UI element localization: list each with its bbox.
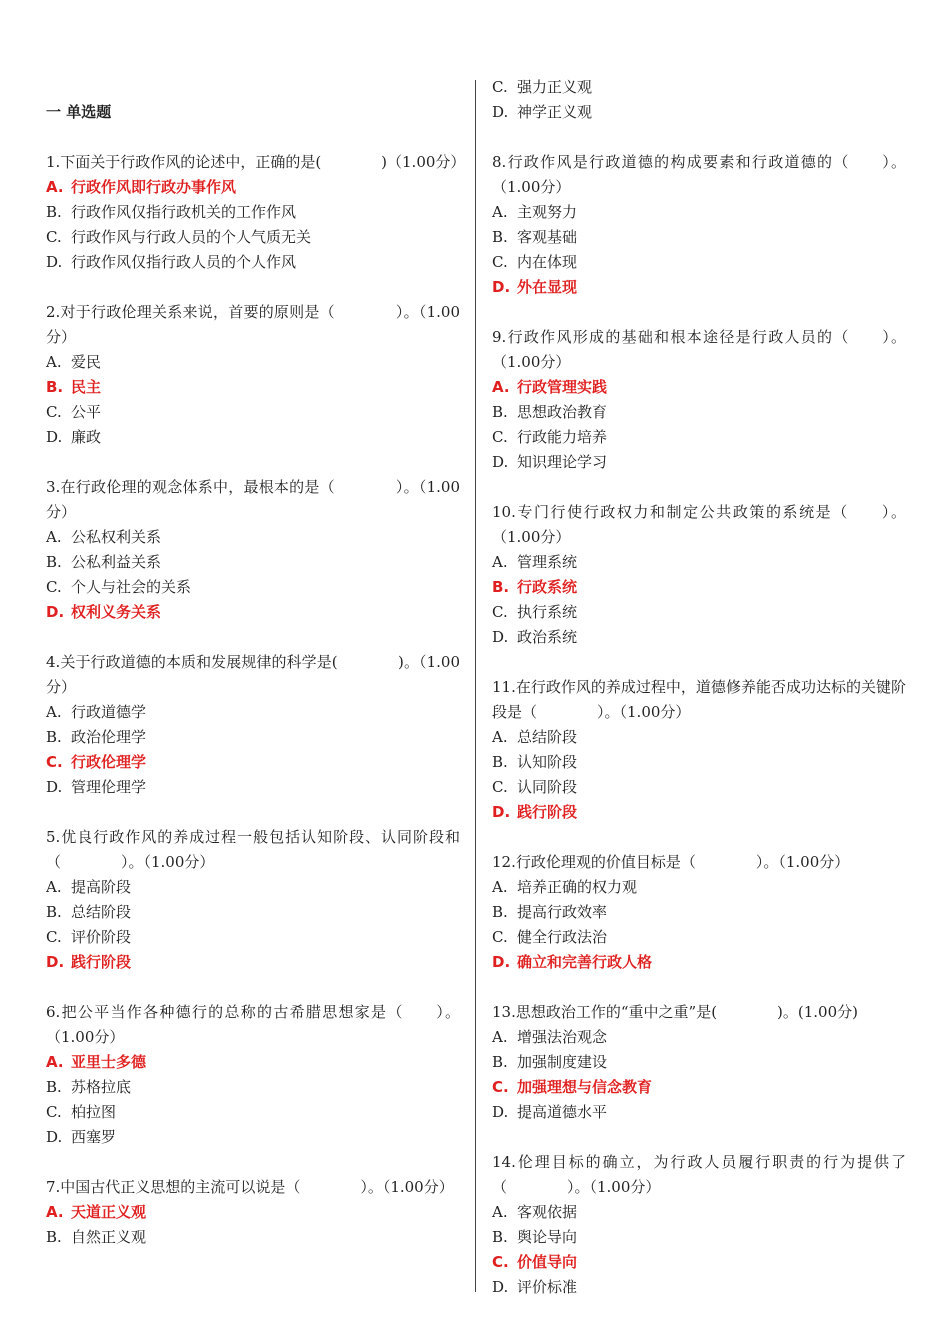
answer-option-correct xyxy=(46,600,460,625)
question-list-left xyxy=(46,150,466,1250)
option-letter: D. xyxy=(46,253,63,271)
question-2 xyxy=(46,300,460,450)
option-text: 提高阶段 xyxy=(71,878,132,896)
option-text: 价值导向 xyxy=(517,1253,578,1271)
option-text: 培养正确的权力观 xyxy=(517,878,638,896)
answer-option xyxy=(492,250,906,275)
option-text: 总结阶段 xyxy=(71,903,132,921)
option-text: 权利义务关系 xyxy=(71,603,162,621)
question-stem: 10.专门行使行政权力和制定公共政策的系统是（ ）。（1.00分） xyxy=(492,503,906,546)
option-text: 执行系统 xyxy=(517,603,578,621)
option-letter: A. xyxy=(46,703,62,721)
answer-option xyxy=(46,1225,460,1250)
option-letter: A. xyxy=(492,553,508,571)
option-text: 行政作风仅指行政人员的个人作风 xyxy=(71,253,297,271)
question-7 xyxy=(46,1175,460,1250)
answer-option xyxy=(46,250,460,275)
option-letter: D. xyxy=(46,1128,63,1146)
option-letter: B. xyxy=(492,403,508,421)
option-letter: C. xyxy=(492,428,508,446)
option-text: 提高行政效率 xyxy=(517,903,608,921)
option-text: 外在显现 xyxy=(517,278,578,296)
option-text: 柏拉图 xyxy=(71,1103,117,1121)
question-stem: 5.优良行政作风的养成过程一般包括认知阶段、认同阶段和（ ）。（1.00分） xyxy=(46,828,460,871)
question-stem: 11.在行政作风的养成过程中，道德修养能否成功达标的关键阶段是（ ）。（1.00分） xyxy=(492,678,906,721)
option-text: 廉政 xyxy=(71,428,102,446)
answer-option xyxy=(492,1200,906,1225)
question-5 xyxy=(46,825,460,975)
answer-option xyxy=(46,1100,460,1125)
answer-option xyxy=(492,725,906,750)
option-letter: C. xyxy=(492,603,508,621)
answer-option xyxy=(46,200,460,225)
option-letter: D. xyxy=(492,1103,509,1121)
option-letter: C. xyxy=(492,778,508,796)
question-9 xyxy=(492,325,906,475)
option-text: 政治系统 xyxy=(517,628,578,646)
option-text: 爱民 xyxy=(71,353,102,371)
option-letter: B. xyxy=(492,903,508,921)
option-text: 认同阶段 xyxy=(517,778,578,796)
answer-option xyxy=(46,525,460,550)
option-text: 确立和完善行政人格 xyxy=(517,953,653,971)
answer-option-correct xyxy=(492,375,906,400)
answer-option-correct xyxy=(492,1075,906,1100)
answer-option xyxy=(492,875,906,900)
option-letter: D. xyxy=(492,278,511,296)
option-letter: D. xyxy=(46,778,63,796)
option-text: 自然正义观 xyxy=(71,1228,147,1246)
question-stem: 4.关于行政道德的本质和发展规律的科学是( )。（1.00分） xyxy=(46,653,460,696)
question-stem: 14.伦理目标的确立，为行政人员履行职责的行为提供了（ ）。（1.00分） xyxy=(492,1153,906,1196)
option-letter: A. xyxy=(492,878,508,896)
answer-option xyxy=(492,900,906,925)
option-text: 提高道德水平 xyxy=(517,1103,608,1121)
option-letter: C. xyxy=(492,1078,509,1096)
answer-option-correct xyxy=(46,750,460,775)
answer-option xyxy=(46,900,460,925)
option-letter: B. xyxy=(46,903,62,921)
option-text: 神学正义观 xyxy=(517,103,593,121)
option-text: 客观基础 xyxy=(517,228,578,246)
option-letter: B. xyxy=(492,753,508,771)
right-column xyxy=(492,75,906,1325)
answer-option xyxy=(46,225,460,250)
option-letter: A. xyxy=(46,1203,64,1221)
option-letter: C. xyxy=(46,928,62,946)
option-text: 践行阶段 xyxy=(71,953,132,971)
option-letter: A. xyxy=(492,1028,508,1046)
option-letter: B. xyxy=(46,203,62,221)
answer-option xyxy=(46,875,460,900)
answer-option-correct xyxy=(492,800,906,825)
option-text: 亚里士多德 xyxy=(71,1053,147,1071)
answer-option xyxy=(46,725,460,750)
option-letter: C. xyxy=(46,578,62,596)
option-letter: D. xyxy=(492,953,511,971)
answer-option-correct xyxy=(46,375,460,400)
option-letter: D. xyxy=(492,453,509,471)
option-text: 增强法治观念 xyxy=(517,1028,608,1046)
option-letter: B. xyxy=(46,728,62,746)
answer-option xyxy=(492,550,906,575)
answer-option xyxy=(46,700,460,725)
answer-option xyxy=(46,775,460,800)
question-stem: 3.在行政伦理的观念体系中，最根本的是（ ）。（1.00分） xyxy=(46,478,460,521)
question-12 xyxy=(492,850,906,975)
option-text: 主观努力 xyxy=(517,203,578,221)
option-letter: A. xyxy=(46,1053,64,1071)
option-letter: A. xyxy=(492,728,508,746)
answer-option-correct xyxy=(46,1200,460,1225)
question-14 xyxy=(492,1150,906,1300)
option-letter: A. xyxy=(492,1203,508,1221)
answer-option-correct xyxy=(46,950,460,975)
option-text: 评价标准 xyxy=(517,1278,578,1296)
question-stem: 8.行政作风是行政道德的构成要素和行政道德的（ ）。（1.00分） xyxy=(492,153,906,196)
option-letter: B. xyxy=(46,378,64,396)
answer-option-correct xyxy=(46,175,460,200)
answer-option xyxy=(492,600,906,625)
option-text: 行政管理实践 xyxy=(517,378,608,396)
answer-option xyxy=(492,1275,906,1300)
option-text: 行政作风与行政人员的个人气质无关 xyxy=(71,228,312,246)
option-text: 公私利益关系 xyxy=(71,553,162,571)
option-text: 总结阶段 xyxy=(517,728,578,746)
answer-option xyxy=(46,350,460,375)
option-letter: C. xyxy=(492,78,508,96)
answer-option-correct xyxy=(492,950,906,975)
option-text: 思想政治教育 xyxy=(517,403,608,421)
option-text: 行政伦理学 xyxy=(71,753,147,771)
spacer xyxy=(46,125,460,150)
answer-option xyxy=(46,550,460,575)
option-letter: C. xyxy=(492,253,508,271)
question-7-continued xyxy=(492,75,906,125)
question-10 xyxy=(492,500,906,650)
option-letter: D. xyxy=(46,428,63,446)
option-letter: C. xyxy=(492,1253,509,1271)
question-3 xyxy=(46,475,460,625)
answer-option xyxy=(46,425,460,450)
option-letter: B. xyxy=(492,578,510,596)
answer-option xyxy=(492,750,906,775)
section-title: 一 单选题 xyxy=(46,103,112,121)
option-letter: B. xyxy=(492,1053,508,1071)
answer-option xyxy=(492,1225,906,1250)
option-text: 加强制度建设 xyxy=(517,1053,608,1071)
option-text: 行政系统 xyxy=(517,578,578,596)
option-text: 内在体现 xyxy=(517,253,578,271)
option-text: 加强理想与信念教育 xyxy=(517,1078,653,1096)
option-letter: A. xyxy=(46,178,64,196)
option-text: 舆论导向 xyxy=(517,1228,578,1246)
option-letter: B. xyxy=(46,553,62,571)
option-letter: B. xyxy=(46,1078,62,1096)
question-1 xyxy=(46,150,466,275)
option-text: 践行阶段 xyxy=(517,803,578,821)
question-6 xyxy=(46,1000,460,1150)
option-text: 行政道德学 xyxy=(71,703,147,721)
option-text: 公平 xyxy=(71,403,102,421)
answer-option xyxy=(46,575,460,600)
answer-option-correct xyxy=(492,275,906,300)
answer-option xyxy=(492,200,906,225)
question-stem: 12.行政伦理观的价值目标是（ ）。（1.00分） xyxy=(492,853,850,871)
answer-option xyxy=(492,1025,906,1050)
option-text: 行政作风仅指行政机关的工作作风 xyxy=(71,203,297,221)
answer-option xyxy=(492,1050,906,1075)
answer-option xyxy=(492,400,906,425)
answer-option xyxy=(492,100,906,125)
question-stem: 1.下面关于行政作风的论述中，正确的是( )（1.00分） xyxy=(46,153,466,171)
option-text: 管理伦理学 xyxy=(71,778,147,796)
option-text: 认知阶段 xyxy=(517,753,578,771)
option-text: 强力正义观 xyxy=(517,78,593,96)
answer-option-correct xyxy=(492,1250,906,1275)
question-4 xyxy=(46,650,460,800)
option-letter: C. xyxy=(46,753,63,771)
question-stem: 6.把公平当作各种德行的总称的古希腊思想家是（ ）。（1.00分） xyxy=(46,1003,460,1046)
option-letter: A. xyxy=(492,203,508,221)
option-text: 公私权利关系 xyxy=(71,528,162,546)
option-text: 政治伦理学 xyxy=(71,728,147,746)
answer-option xyxy=(46,1125,460,1150)
option-text: 行政作风即行政办事作风 xyxy=(71,178,237,196)
question-11 xyxy=(492,675,906,825)
option-text: 苏格拉底 xyxy=(71,1078,132,1096)
option-letter: D. xyxy=(492,1278,509,1296)
answer-option xyxy=(46,400,460,425)
option-text: 天道正义观 xyxy=(71,1203,147,1221)
option-text: 行政能力培养 xyxy=(517,428,608,446)
option-letter: A. xyxy=(492,378,510,396)
answer-option xyxy=(46,925,460,950)
option-text: 知识理论学习 xyxy=(517,453,608,471)
question-8 xyxy=(492,150,906,300)
option-text: 客观依据 xyxy=(517,1203,578,1221)
option-letter: D. xyxy=(46,603,65,621)
option-letter: C. xyxy=(46,228,62,246)
question-list-right xyxy=(492,150,906,1300)
answer-option xyxy=(46,1075,460,1100)
option-letter: D. xyxy=(492,803,511,821)
option-letter: B. xyxy=(492,228,508,246)
question-stem: 2.对于行政伦理关系来说，首要的原则是（ ）。（1.00分） xyxy=(46,303,460,346)
option-letter: B. xyxy=(46,1228,62,1246)
answer-option xyxy=(492,775,906,800)
column-divider xyxy=(475,80,476,1292)
answer-option-correct xyxy=(46,1050,460,1075)
option-letter: B. xyxy=(492,1228,508,1246)
option-letter: A. xyxy=(46,878,62,896)
option-text: 健全行政法治 xyxy=(517,928,608,946)
option-letter: C. xyxy=(46,403,62,421)
option-letter: D. xyxy=(492,103,509,121)
question-stem: 9.行政作风形成的基础和根本途径是行政人员的（ ）。（1.00分） xyxy=(492,328,906,371)
answer-option xyxy=(492,450,906,475)
answer-option xyxy=(492,75,906,100)
option-letter: D. xyxy=(492,628,509,646)
question-stem: 13.思想政治工作的“重中之重”是( )。(1.00分) xyxy=(492,1003,859,1021)
question-7 xyxy=(492,75,906,125)
option-text: 民主 xyxy=(71,378,102,396)
question-13 xyxy=(492,1000,906,1125)
answer-option-correct xyxy=(492,575,906,600)
answer-option xyxy=(492,425,906,450)
option-text: 个人与社会的关系 xyxy=(71,578,192,596)
option-letter: A. xyxy=(46,528,62,546)
question-stem: 7.中国古代正义思想的主流可以说是（ ）。（1.00分） xyxy=(46,1178,454,1196)
option-text: 评价阶段 xyxy=(71,928,132,946)
option-text: 西塞罗 xyxy=(71,1128,117,1146)
option-text: 管理系统 xyxy=(517,553,578,571)
option-letter: D. xyxy=(46,953,65,971)
option-letter: C. xyxy=(492,928,508,946)
option-letter: C. xyxy=(46,1103,62,1121)
answer-option xyxy=(492,1100,906,1125)
left-column xyxy=(46,75,466,1250)
answer-option xyxy=(492,625,906,650)
answer-option xyxy=(492,925,906,950)
option-letter: A. xyxy=(46,353,62,371)
answer-option xyxy=(492,225,906,250)
